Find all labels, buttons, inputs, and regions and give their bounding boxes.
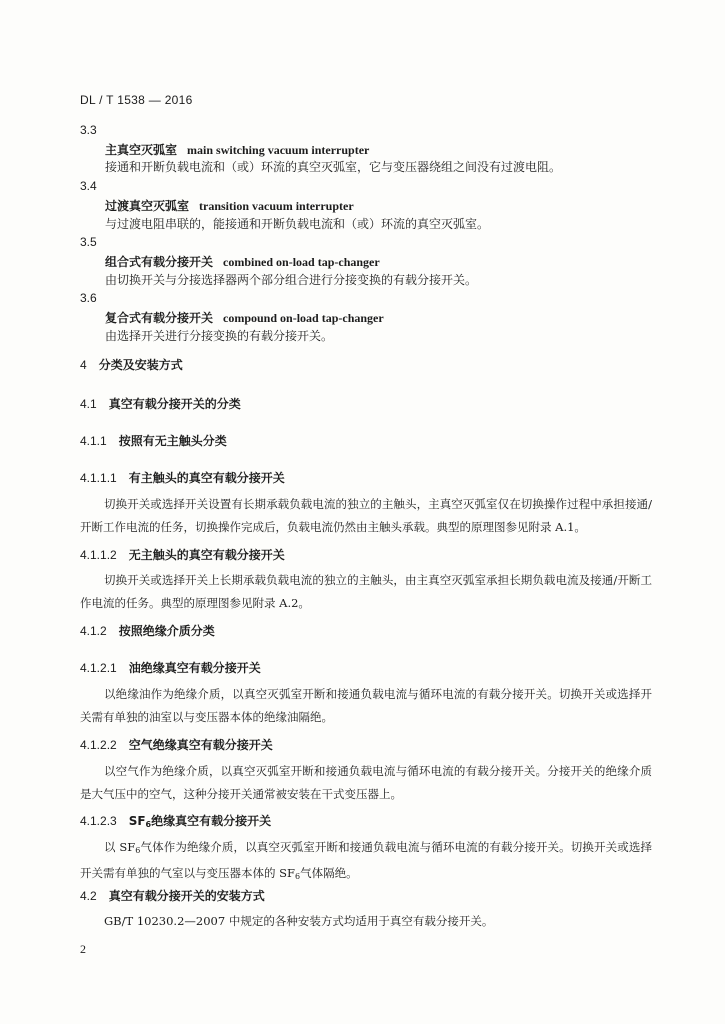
- term-name-zh: 复合式有载分接开关: [105, 311, 214, 325]
- term-name: [105, 141, 369, 158]
- paragraph-part: 气体隔绝。: [300, 866, 358, 880]
- section-heading: [80, 356, 183, 373]
- term-definition: 由选择开关进行分接变换的有载分接开关。: [105, 329, 334, 343]
- subscript: 6: [135, 846, 141, 855]
- section-heading: [80, 736, 273, 753]
- section-number: 4.1.2: [80, 624, 107, 638]
- section-number: 4.2: [80, 889, 97, 903]
- section-title: 真空有载分接开关的安装方式: [108, 889, 265, 903]
- paragraph: GB/T 10230.2—2007 中规定的各种安装方式均适用于真空有载分接开关。: [104, 914, 494, 928]
- section-number: 4.1.1: [80, 434, 107, 448]
- section-number: 4.1.2.3: [80, 814, 117, 828]
- term-name: [105, 309, 384, 326]
- paragraph: [80, 836, 652, 888]
- section-title: 空气绝缘真空有载分接开关: [128, 738, 273, 752]
- term-name: [105, 253, 380, 270]
- section-heading: [80, 659, 261, 676]
- section-heading: [80, 622, 215, 639]
- paragraph: 切换开关或选择开关上长期承载负载电流的独立的主触头，由主真空灭弧室承担长期负载电流及接通/开断工作电流的任务。典型的原理图参见附录 A.2。: [80, 573, 652, 610]
- term-number: 3.6: [80, 291, 97, 305]
- page-number: 2: [80, 942, 86, 956]
- term-definition: 与过渡电阻串联的，能接通和开断负载电流和（或）环流的真空灭弧室。: [105, 217, 490, 231]
- section-heading: [80, 546, 285, 563]
- paragraph: 以空气作为绝缘介质，以真空灭弧室开断和接通负载电流与循环电流的有载分接开关。分接开关的绝缘介质是大气压中的空气，这种分接开关通常被安装在干式变压器上。: [80, 764, 652, 801]
- section-heading: [80, 432, 227, 449]
- section-title: 分类及安装方式: [98, 358, 183, 372]
- subscript: 6: [295, 872, 301, 881]
- term-number: 3.5: [80, 235, 97, 249]
- term-name-zh: 组合式有载分接开关: [105, 255, 214, 269]
- section-number: 4.1.2.1: [80, 661, 117, 675]
- paragraph: 切换开关或选择开关设置有长期承载负载电流的独立的主触头，主真空灭弧室仅在切换操作过程中承担接通/开断工作电流的任务，切换操作完成后，负载电流仍然由主触头承载。典型的原理图参见附录 A.1。: [80, 497, 652, 534]
- standard-number: DL / T 1538 — 2016: [80, 93, 193, 107]
- section-title: [129, 814, 271, 828]
- term-number: 3.4: [80, 179, 97, 193]
- paragraph: 以绝缘油作为绝缘介质，以真空灭弧室开断和接通负载电流与循环电流的有载分接开关。切换开关或选择开关需有单独的油室以与变压器本体的绝缘油隔绝。: [80, 687, 652, 724]
- term-name-zh: 过渡真空灭弧室: [105, 199, 190, 213]
- term-name-zh: 主真空灭弧室: [105, 143, 178, 157]
- section-title: 有主触头的真空有载分接开关: [128, 471, 285, 485]
- term-name-en: main switching vacuum interrupter: [187, 143, 370, 157]
- title-part: SF: [128, 814, 146, 828]
- section-title: 油绝缘真空有载分接开关: [128, 661, 261, 675]
- term-number: 3.3: [80, 123, 97, 137]
- section-heading: [80, 812, 271, 829]
- section-heading: [80, 469, 285, 486]
- section-number: 4.1.2.2: [80, 738, 117, 752]
- section-title: 按照绝缘介质分类: [118, 624, 215, 638]
- term-name-en: combined on-load tap-changer: [223, 255, 380, 269]
- term-name-en: transition vacuum interrupter: [199, 199, 354, 213]
- term-definition: 由切换开关与分接选择器两个部分组合进行分接变换的有载分接开关。: [105, 273, 478, 287]
- title-part: 绝缘真空有载分接开关: [151, 814, 272, 828]
- section-number: 4.1: [80, 397, 97, 411]
- term-definition: 接通和开断负载电流和（或）环流的真空灭弧室，它与变压器绕组之间没有过渡电阻。: [105, 160, 562, 174]
- subscript: 6: [145, 820, 152, 829]
- section-number: 4.1.1.2: [80, 548, 117, 562]
- section-title: 无主触头的真空有载分接开关: [128, 548, 285, 562]
- paragraph-part: 以 SF: [104, 840, 136, 854]
- paragraph-part: 气体作为绝缘介质，以真空灭弧室开断和接通负载电流与循环电流的有载分接开关。切换开关或选择开关需有单独的气室以与变压器本体的 SF: [80, 840, 653, 880]
- section-title: 真空有载分接开关的分类: [108, 397, 241, 411]
- term-name: [105, 197, 354, 214]
- section-number: 4: [80, 358, 87, 372]
- section-heading: [80, 887, 265, 904]
- term-name-en: compound on-load tap-changer: [223, 311, 384, 325]
- section-number: 4.1.1.1: [80, 471, 117, 485]
- section-heading: [80, 395, 241, 412]
- section-title: 按照有无主触头分类: [118, 434, 227, 448]
